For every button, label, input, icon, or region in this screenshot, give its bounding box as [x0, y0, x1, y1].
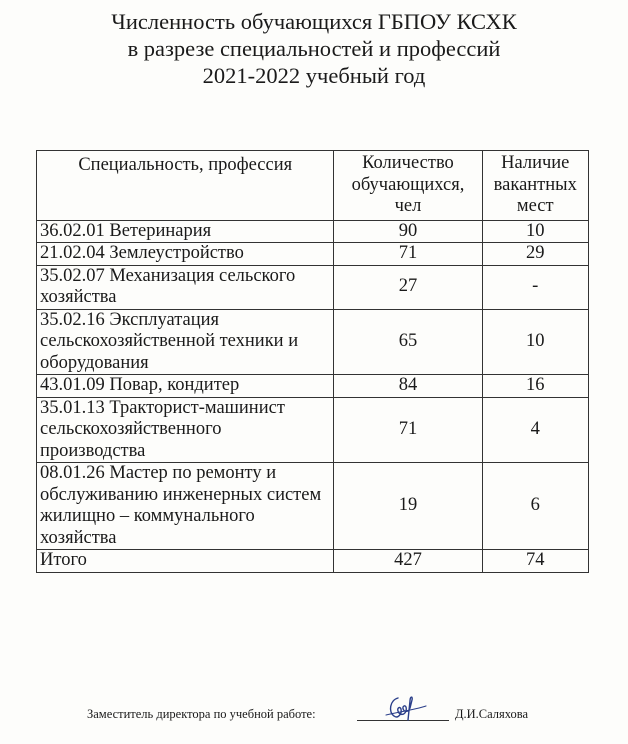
table-row — [37, 243, 589, 266]
table-header-row — [37, 151, 589, 221]
header-specialty: Специальность, профессия — [37, 151, 334, 221]
row-vacant: 10 — [482, 309, 588, 375]
table-row — [37, 220, 589, 243]
row-specialty: 35.01.13 Тракторист-машинист сельскохозяйственного производства — [37, 397, 334, 463]
row-students: 71 — [334, 243, 482, 266]
row-students: 90 — [334, 220, 482, 243]
table-row — [37, 265, 589, 309]
document-title — [0, 8, 628, 89]
table-total-row — [37, 550, 589, 573]
row-vacant: 4 — [482, 397, 588, 463]
row-students: 27 — [334, 265, 482, 309]
row-specialty: 08.01.26 Мастер по ремонту и обслуживанию инженерных систем жилищно – коммунального хозяйства — [37, 463, 334, 550]
table-row — [37, 463, 589, 550]
enrollment-table — [36, 150, 589, 573]
row-students: 71 — [334, 397, 482, 463]
row-vacant: 10 — [482, 220, 588, 243]
row-students: 19 — [334, 463, 482, 550]
row-specialty: 35.02.16 Эксплуатация сельскохозяйственной техники и оборудования — [37, 309, 334, 375]
row-vacant: 6 — [482, 463, 588, 550]
header-vacant: Наличие вакантных мест — [482, 151, 588, 221]
row-specialty: 21.02.04 Землеустройство — [37, 243, 334, 266]
row-specialty: 43.01.09 Повар, кондитер — [37, 375, 334, 398]
total-vacant: 74 — [482, 550, 588, 573]
row-specialty: 35.02.07 Механизация сельского хозяйства — [37, 265, 334, 309]
row-vacant: 29 — [482, 243, 588, 266]
handwritten-signature-icon — [384, 694, 428, 722]
position-label: Заместитель директора по учебной работе: — [87, 707, 316, 721]
table-row — [37, 375, 589, 398]
row-students: 84 — [334, 375, 482, 398]
row-students: 65 — [334, 309, 482, 375]
total-students: 427 — [334, 550, 482, 573]
row-specialty: 36.02.01 Ветеринария — [37, 220, 334, 243]
signatory-name: Д.И.Саляхова — [455, 707, 529, 721]
row-vacant: - — [482, 265, 588, 309]
total-label: Итого — [37, 550, 334, 573]
title-line-3: 2021-2022 учебный год — [202, 63, 426, 88]
table-row — [37, 397, 589, 463]
row-vacant: 16 — [482, 375, 588, 398]
table-row — [37, 309, 589, 375]
header-students: Количество обучающихся, чел — [334, 151, 482, 221]
title-line-2: в разрезе специальностей и профессий — [127, 36, 501, 61]
title-line-1: Численность обучающихся ГБПОУ КСХК — [111, 9, 517, 34]
